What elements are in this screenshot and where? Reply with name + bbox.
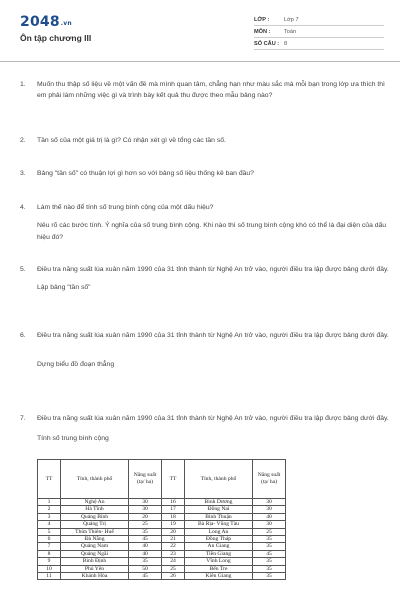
table-cell: Đồng Tháp — [185, 536, 253, 543]
table-cell: 25 — [253, 528, 286, 535]
table-cell: Khánh Hòa — [61, 573, 129, 580]
table-cell: 40 — [129, 543, 162, 550]
table-cell: 18 — [162, 513, 185, 520]
site-logo[interactable]: 2048.vn — [20, 14, 72, 30]
table-cell: 7 — [38, 543, 61, 550]
table-cell: Quảng Trị — [61, 521, 129, 528]
table-cell: 35 — [253, 543, 286, 550]
table-row — [38, 513, 286, 520]
question-4: 4. Làm thế nào để tính số trung bình cộng của một dấu hiệu? Nêu rõ các bước tính. Ý nghĩa của số trung bình cộng. Khi nào thì số trung bình cộng khó có thể là đại diện của dấu hiệu đó? — [20, 204, 387, 241]
table-cell: 21 — [162, 536, 185, 543]
table-cell: 20 — [162, 528, 185, 535]
table-cell: 35 — [253, 558, 286, 565]
table-cell: 2 — [38, 506, 61, 513]
table-cell: Bình Dương — [185, 499, 253, 506]
table-cell: 30 — [129, 506, 162, 513]
table-cell: 30 — [129, 499, 162, 506]
table-cell: 45 — [129, 573, 162, 580]
table-cell: 11 — [38, 573, 61, 580]
question-6: 6. Điều tra năng suất lúa xuân năm 1990 của 31 tỉnh thành từ Nghệ An trở vào, người điều tra lập được bảng dưới đây. Dựng biểu đồ đoạn thẳng — [20, 332, 389, 369]
table-row — [38, 573, 286, 580]
table-cell: 35 — [129, 558, 162, 565]
table-cell: An Giang — [185, 543, 253, 550]
table-cell: Phú Yên — [61, 565, 129, 572]
header-divider — [0, 61, 400, 62]
table-cell: Long An — [185, 528, 253, 535]
table-row — [38, 550, 286, 557]
table-row — [38, 536, 286, 543]
table-cell: Bình Thuận — [185, 513, 253, 520]
table-cell: 35 — [253, 536, 286, 543]
table-row — [38, 521, 286, 528]
table-cell: 35 — [253, 573, 286, 580]
table-cell: Kiên Giang — [185, 573, 253, 580]
table-cell: 1 — [38, 499, 61, 506]
table-cell: 30 — [253, 506, 286, 513]
table-cell: Quảng Nam — [61, 543, 129, 550]
table-cell: 35 — [129, 528, 162, 535]
table-cell: Đồng Nai — [185, 506, 253, 513]
table-row — [38, 543, 286, 550]
table-cell: Tiền Giang — [185, 550, 253, 557]
meta-row-class: LỚP : Lớp 7 — [254, 14, 384, 26]
table-cell: 10 — [38, 565, 61, 572]
table-cell: 6 — [38, 536, 61, 543]
table-cell: 25 — [162, 565, 185, 572]
table-row — [38, 528, 286, 535]
table-cell: 16 — [162, 499, 185, 506]
page-title: Ôn tập chương III — [20, 33, 92, 43]
table-cell: 9 — [38, 558, 61, 565]
table-cell: 5 — [38, 528, 61, 535]
meta-row-count: SỐ CÂU : 8 — [254, 38, 384, 50]
table-header-row: TT Tỉnh, thành phố Năng suất (tạ/ ha) TT Tỉnh, thành phố Năng suất (tạ/ ha) — [38, 460, 286, 499]
table-cell: 19 — [162, 521, 185, 528]
table-cell: 25 — [129, 521, 162, 528]
table-cell: 8 — [38, 550, 61, 557]
table-cell: 30 — [253, 521, 286, 528]
table-cell: 4 — [38, 521, 61, 528]
table-cell: 35 — [253, 565, 286, 572]
table-cell: Bến Tre — [185, 565, 253, 572]
table-cell: 45 — [253, 550, 286, 557]
table-cell: 17 — [162, 506, 185, 513]
table-cell: 50 — [129, 565, 162, 572]
table-cell: Bình Định — [61, 558, 129, 565]
table-cell: Thừa Thiên- Huế — [61, 528, 129, 535]
table-cell: Hà Tĩnh — [61, 506, 129, 513]
table-row — [38, 565, 286, 572]
question-7: 7. Điều tra năng suất lúa xuân năm 1990 của 31 tỉnh thành từ Nghệ An trở vào, người điều tra lập được bảng dưới đây. Tính số trung bình cộng — [20, 415, 389, 443]
table-body — [38, 499, 286, 580]
table-cell: 40 — [253, 513, 286, 520]
table-cell: 3 — [38, 513, 61, 520]
table-cell: 40 — [129, 550, 162, 557]
table-cell: 23 — [162, 550, 185, 557]
page-header — [0, 0, 400, 56]
table-cell: 45 — [129, 536, 162, 543]
table-cell: Bà Rịa- Vũng Tàu — [185, 521, 253, 528]
table-cell: 20 — [129, 513, 162, 520]
table-cell: Quảng Bình — [61, 513, 129, 520]
table-cell: Quảng Ngãi — [61, 550, 129, 557]
table-cell: Vĩnh Long — [185, 558, 253, 565]
meta-row-subject: MÔN : Toán — [254, 26, 384, 38]
question-3: 3. Bảng "tần số" có thuận lợi gì hơn so với bảng số liệu thống kê ban đầu? — [20, 170, 254, 177]
question-5: 5. Điều tra năng suất lúa xuân năm 1990 của 31 tỉnh thành từ Nghệ An trở vào, người điều tra lập được bảng dưới đây. Lập bảng "tần số" — [20, 266, 389, 292]
question-1: 1. Muốn thu thập số liệu về một vấn đề mà mình quan tâm, chẳng hạn như màu sắc mà mỗi bạn trong lớp ưa thích thì em phải làm những việc gì và trình bày kết quả thu được theo mẫu bảng nào? — [20, 81, 385, 100]
table-row — [38, 558, 286, 565]
meta-info — [254, 14, 384, 50]
question-2: 2. Tần số của một giá trị là gì? Có nhận xét gì về tổng các tần số. — [20, 137, 226, 144]
table-row — [38, 506, 286, 513]
yield-table — [37, 459, 286, 580]
table-cell: 22 — [162, 543, 185, 550]
table-cell: Đà Nẵng — [61, 536, 129, 543]
table-cell: 26 — [162, 573, 185, 580]
table-cell: Nghệ An — [61, 499, 129, 506]
table-cell: 30 — [253, 499, 286, 506]
table-cell: 24 — [162, 558, 185, 565]
table-row — [38, 499, 286, 506]
